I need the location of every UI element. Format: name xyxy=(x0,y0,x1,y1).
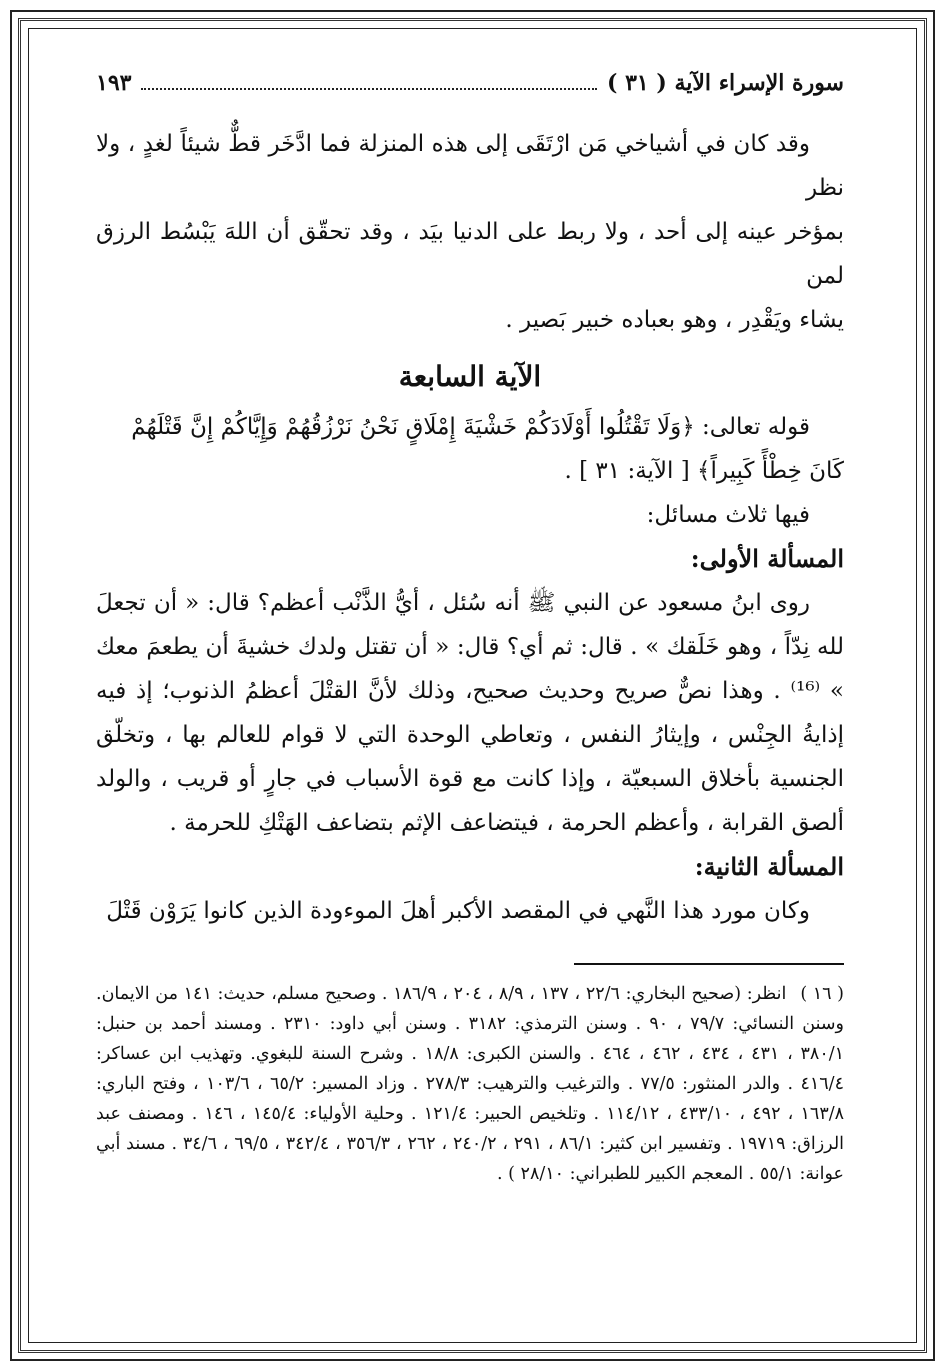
issue-2-text: وكان مورد هذا النَّهي في المقصد الأكبر أهلَ الموءودة الذين كانوا يَرَوْن قَتْلَ xyxy=(106,898,810,924)
issue-1-heading: المسألة الأولى: xyxy=(690,544,844,573)
issues-intro: فيها ثلاث مسائل: xyxy=(646,502,810,528)
header-dots xyxy=(141,88,597,90)
running-header xyxy=(96,70,844,122)
verse-line-1: قوله تعالى: ﴿وَلَا تَقْتُلُوا أَوْلَادَكُمْ خَشْيَةَ إِمْلَاقٍ نَحْنُ نَرْزُقُهُمْ وَإِيَّاكُمْ إِنَّ قَتْلَهُمْ xyxy=(131,414,810,440)
page-content xyxy=(96,70,844,1189)
intro-line-2: بمؤخر عينه إلى أحد ، ولا ربط على الدنيا بيَد ، وقد تحقّق أن اللهَ يَبْسُط الرزق لمن xyxy=(96,219,844,289)
page-number: ١٩٣ xyxy=(96,70,132,96)
issue-2-heading: المسألة الثانية: xyxy=(694,852,844,881)
footnote-number: ( ١٦ ) xyxy=(800,984,844,1004)
footnote-text: انظر: (صحيح البخاري: ٢٢/٦ ، ١٣٧ ، ٨/٩ ، ٢٠٤ ، ١٨٦/٩ . وصحيح مسلم، حديث: ١٤١ من الايمان. وسنن النسائي: ٧٩/٧ ، ٩٠ . وسنن الترمذي: ٣١٨٢ . وسنن أبي داود: ٢٣١٠ . ومسند أحمد بن حنبل: ٣٨٠/١ ، ٤٣١ ، ٤٣٤ ، ٤٦٢ ، ٤٦٤ . والسنن الكبرى: ١٨/٨ . وشرح السنة للبغوي. وتهذيب ابن عساكر: ٤١٦/٤ . والدر المنثور: ٧٧/٥ . والترغيب والترهيب: ٢٧٨/٣ . وزاد المسير: ٦٥/٢ ، ١٠٣/٦ ، وفتح الباري: ١٦٣/٨ ، ٤٩٢ ، ٤٣٣/١٠ ، ١١٤/١٢ . وتلخيص الحبير: ١٢١/٤ . وحلية الأولياء: ١٤٥/٤ ، ١٤٦ . ومصنف عبد الرزاق: ١٩٧١٩ . وتفسير ابن كثير: ٨٦/١ ، ٢٩١ ، ٢٤٠/٢ ، ٢٦٢ ، ٣٥٦/٣ ، ٣٤٢/٤ ، ٦٩/٥ ، ٣٤/٦ . مسند أبي عوانة: ٥٥/١ . المعجم الكبير للطبراني: ٢٨/١٠ ) . xyxy=(96,984,845,1184)
footnote xyxy=(96,979,844,1189)
section-title: الآية السابعة xyxy=(398,360,542,393)
issue-1-text: روى ابنُ مسعود عن النبي ﷺ أنه سُئل ، أيُّ الذَّنْب أعظم؟ قال: « أن تجعلَ لله نِدّاً ، وهو خَلَقك » . قال: ثم أي؟ قال: « أن تقتل ولدك خشيةَ أن يطعمَ معك » ⁽¹⁶⁾ . وهذا نصٌّ صريح وحديث صحيح، وذلك لأنَّ القتْلَ أعظمُ الذنوب؛ إذ فيه إذايةُ الجِنْس ، وإيثارُ النفس ، وتعاطي الوحدة التي لا قوام للعالم بها ، وتخلّق الجنسية بأخلاق السبعيّة ، وإذا كانت مع قوة الأسباب في جارٍ أو قريب ، والولد ألصق القرابة ، وأعظم الحرمة ، فيتضاعف الإثم بتضاعف الهَتْكِ للحرمة . xyxy=(96,590,844,836)
surah-title: سورة الإسراء الآية ( ٣١ ) xyxy=(607,70,844,96)
intro-line-3: يشاء ويَقْدِر ، وهو بعباده خبير بَصير . xyxy=(505,307,844,333)
verse-line-2: كَانَ خِطْأً كَبِيراً﴾ [ الآية: ٣١ ] . xyxy=(564,458,844,484)
footnote-separator xyxy=(574,963,844,965)
intro-line-1: وقد كان في أشياخي مَن ارْتَقَى إلى هذه المنزلة فما ادَّخَر قطٌّ شيئاً لغدٍ ، ولا نظر xyxy=(96,131,844,201)
